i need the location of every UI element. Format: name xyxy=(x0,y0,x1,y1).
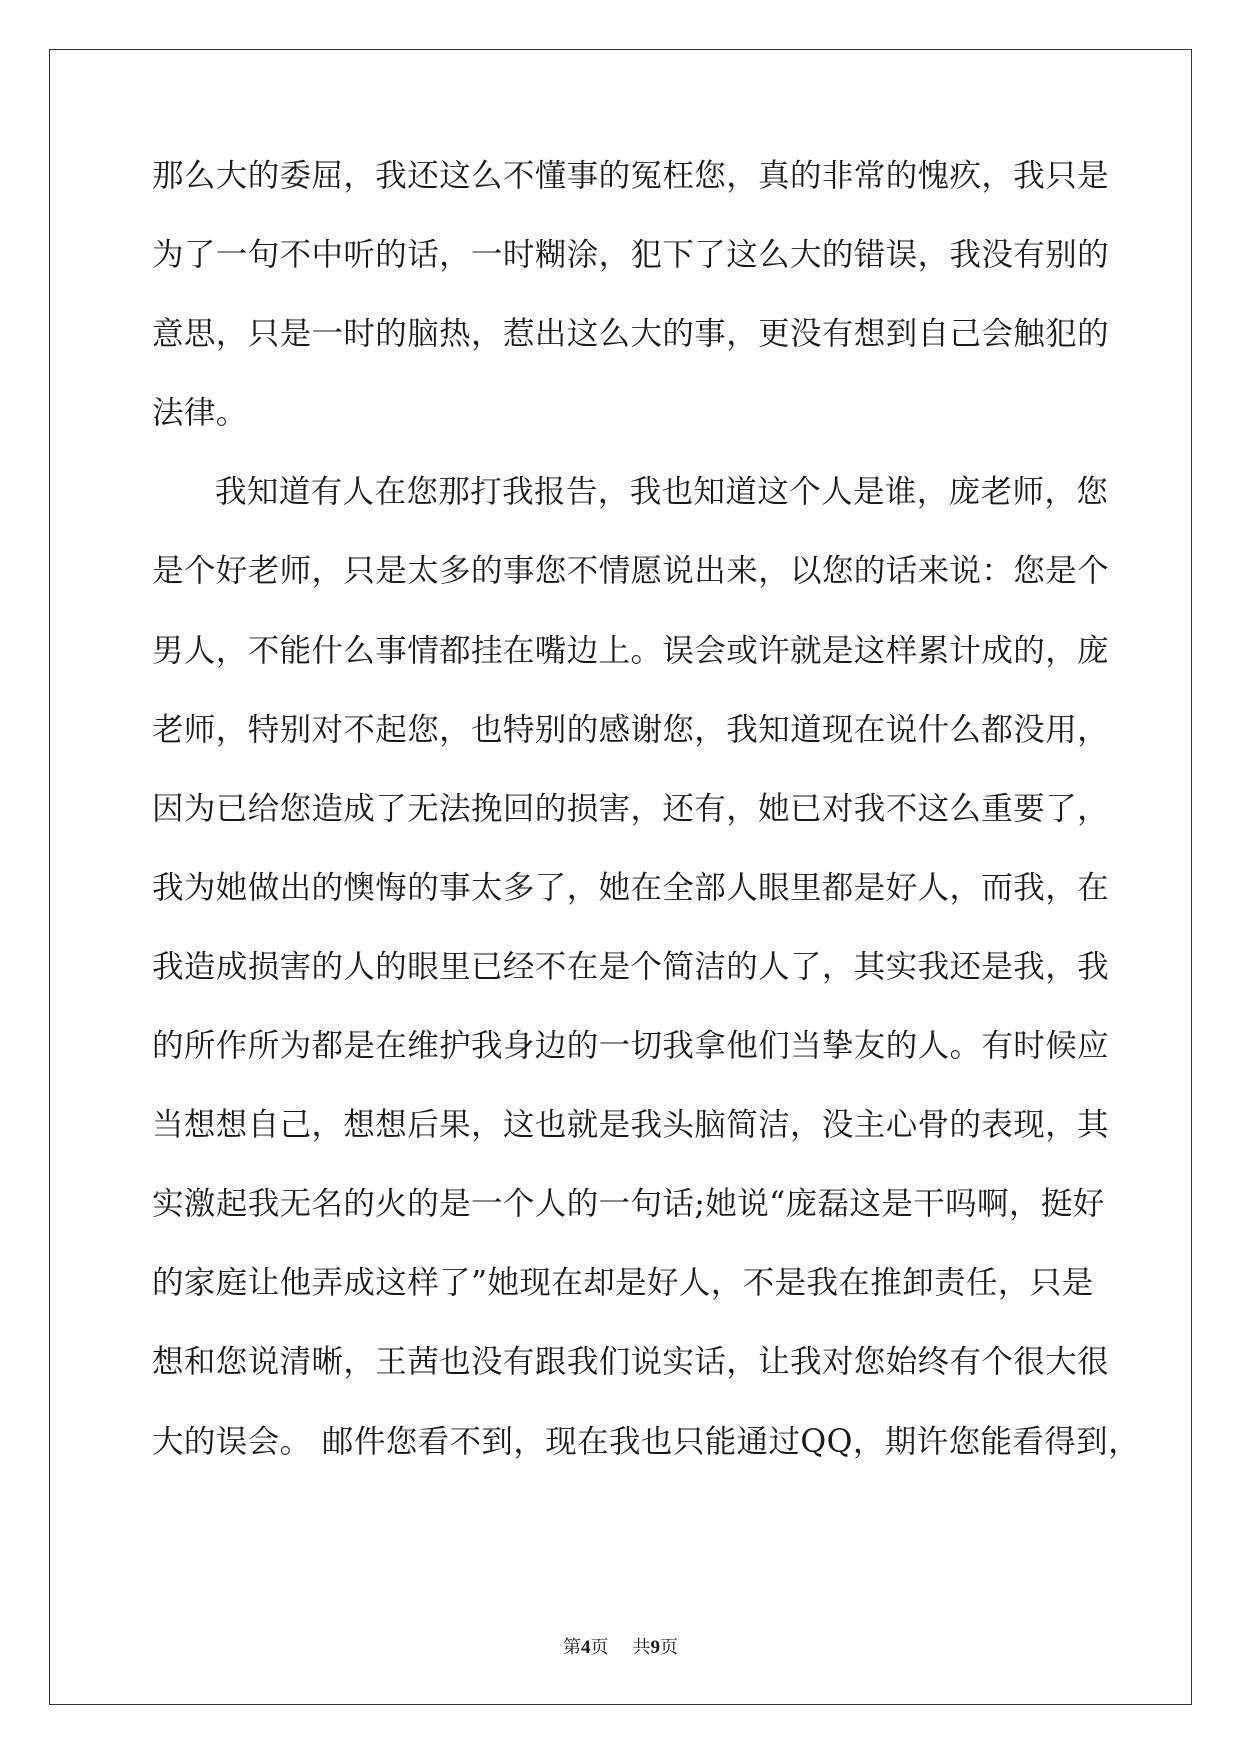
document-body xyxy=(152,158,1140,1503)
total-pages-number: 9 xyxy=(650,1637,660,1658)
text-line: 我为她做出的懊悔的事太多了，她在全部人眼里都是好人，而我，在 xyxy=(152,869,1110,906)
text-line: 的所作所为都是在维护我身边的一切我拿他们当挚友的人。有时候应 xyxy=(152,1028,1110,1065)
text-line: 法律。 xyxy=(152,395,248,432)
footer-prefix: 第 xyxy=(563,1637,581,1658)
text-line: 男人，不能什么事情都挂在嘴边上。误会或许就是这样累计成的，庞 xyxy=(152,632,1110,669)
text-line: 当想想自己，想想后果，这也就是我头脑简洁，没主心骨的表现，其 xyxy=(152,1107,1110,1144)
text-line: 为了一句不中听的话，一时糊涂，犯下了这么大的错误，我没有别的 xyxy=(152,237,1110,274)
text-line: 我知道有人在您那打我报告，我也知道这个人是谁，庞老师，您 xyxy=(215,474,1109,511)
text-line: 我造成损害的人的眼里已经不在是个简洁的人了，其实我还是我，我 xyxy=(152,948,1110,985)
text-line: 老师，特别对不起您，也特别的感谢您，我知道现在说什么都没用， xyxy=(152,711,1110,748)
footer-page-suffix: 页 xyxy=(590,1637,609,1658)
footer-total-prefix: 共 xyxy=(632,1637,651,1658)
text-line: 是个好老师，只是太多的事您不情愿说出来，以您的话来说：您是个 xyxy=(152,553,1110,590)
footer-total-suffix: 页 xyxy=(660,1637,678,1658)
current-page-number: 4 xyxy=(581,1637,591,1658)
text-line: 大的误会。 邮件您看不到，现在我也只能通过QQ，期许您能看得到， xyxy=(152,1423,1140,1460)
text-line: 因为已给您造成了无法挽回的损害，还有，她已对我不这么重要了， xyxy=(152,790,1110,827)
text-line: 的家庭让他弄成这样了”她现在却是好人，不是我在推卸责任，只是 xyxy=(152,1265,1094,1302)
text-line: 实激起我无名的火的是一个人的一句话;她说“庞磊这是干吗啊，挺好 xyxy=(152,1186,1105,1223)
text-line: 意思，只是一时的脑热，惹出这么大的事，更没有想到自己会触犯的 xyxy=(152,316,1110,353)
text-line: 那么大的委屈，我还这么不懂事的冤枉您，真的非常的愧疚，我只是 xyxy=(152,158,1110,194)
text-line: 想和您说清晰，王茜也没有跟我们说实话，让我对您始终有个很大很 xyxy=(152,1344,1110,1381)
page-footer xyxy=(0,1633,1241,1659)
